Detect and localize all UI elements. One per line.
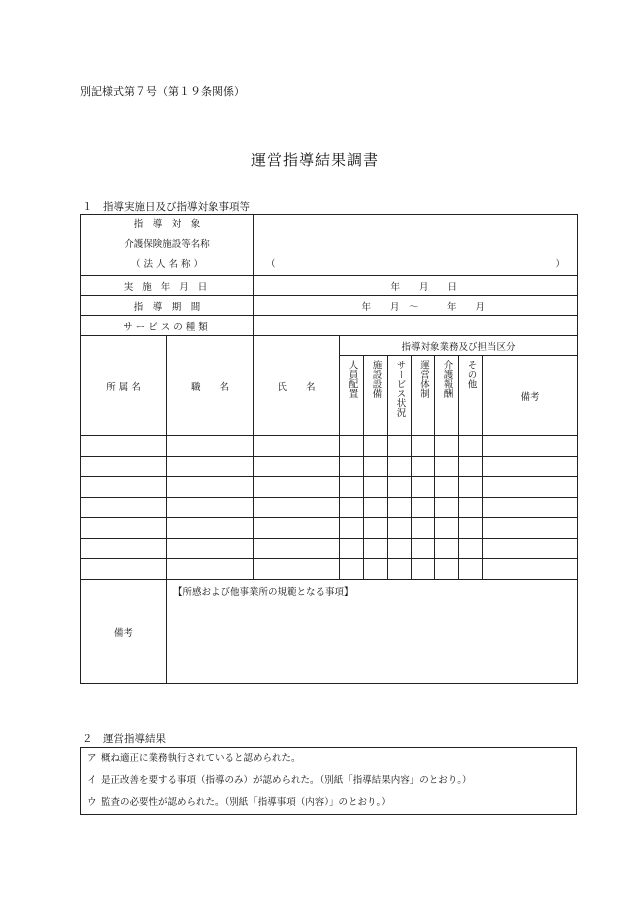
inspection-period-label: 指 導 期 間 [81,296,254,316]
corp-name-open-paren: （ [266,259,276,270]
result-option-c-text: 監査の必要性が認められた。（別紙「指導事項（内容）」のとおり。） [101,797,391,808]
target-label-line2: 介護保険施設等名称 [124,239,210,250]
result-option-b-marker: イ [87,775,97,786]
inspection-date-value[interactable]: 年 月 日 [254,276,578,296]
col-header-category-staffing: 人員配置 [340,356,364,436]
table-row [81,477,578,498]
result-option-b[interactable] [81,770,576,792]
document-title: 運営指導結果調書 [250,151,379,169]
result-options-cell [81,748,577,815]
section1-heading: １ 指導実施日及び指導対象事項等 [82,201,250,213]
service-type-label: サービスの種類 [81,316,254,336]
corp-name-close-paren: ） [555,259,566,270]
col-header-name: 氏 名 [254,336,340,436]
section2-heading: ２ 運営指導結果 [82,733,166,745]
result-option-a-text: 概ね適正に業務執行されていると認められた。 [101,753,301,764]
col-header-affiliation: 所 属 名 [81,336,167,436]
col-header-category-facilities: 施設設備 [364,356,388,436]
table-row [81,498,578,518]
notes-heading: 【所感および他事業所の規範となる事項】 [173,587,354,598]
inspection-result-table [80,747,577,815]
table-row [81,559,578,580]
result-option-b-text: 是正改善を要する事項（指導のみ）が認められた。（別紙「指導結果内容」のとおり。） [101,775,472,786]
inspection-date-label: 実 施 年 月 日 [81,276,254,296]
col-header-category-service-status: サービス状況 [388,356,412,436]
inspection-target-table [80,214,578,684]
inspection-period-value[interactable]: 年 月 ～ 年 月 [254,296,578,316]
result-option-c-marker: ウ [87,797,97,808]
col-header-remarks: 備考 [483,356,578,436]
table-row [81,457,578,477]
col-header-category-group: 指導対象業務及び担当区分 [340,336,578,356]
table-row [81,436,578,457]
form-id: 別記様式第７号（第１９条関係） [80,85,245,98]
notes-field[interactable] [167,580,578,684]
target-facility-label-cell [81,215,254,276]
col-header-category-management: 運営体制 [412,356,435,436]
col-header-category-care-fee: 介護報酬 [435,356,459,436]
target-label-line1: 指 導 対 象 [133,219,201,230]
table-row [81,539,578,559]
result-option-c[interactable] [81,792,576,814]
notes-label: 備考 [81,580,167,684]
result-option-a[interactable] [81,748,576,770]
target-label-line3: （ 法 人 名 称 ） [130,259,204,270]
result-option-a-marker: ア [87,753,97,764]
col-header-category-other: その他 [459,356,483,436]
table-row [81,518,578,539]
service-type-value[interactable] [254,316,578,336]
target-facility-value-cell[interactable] [254,215,578,276]
col-header-position: 職 名 [167,336,254,436]
